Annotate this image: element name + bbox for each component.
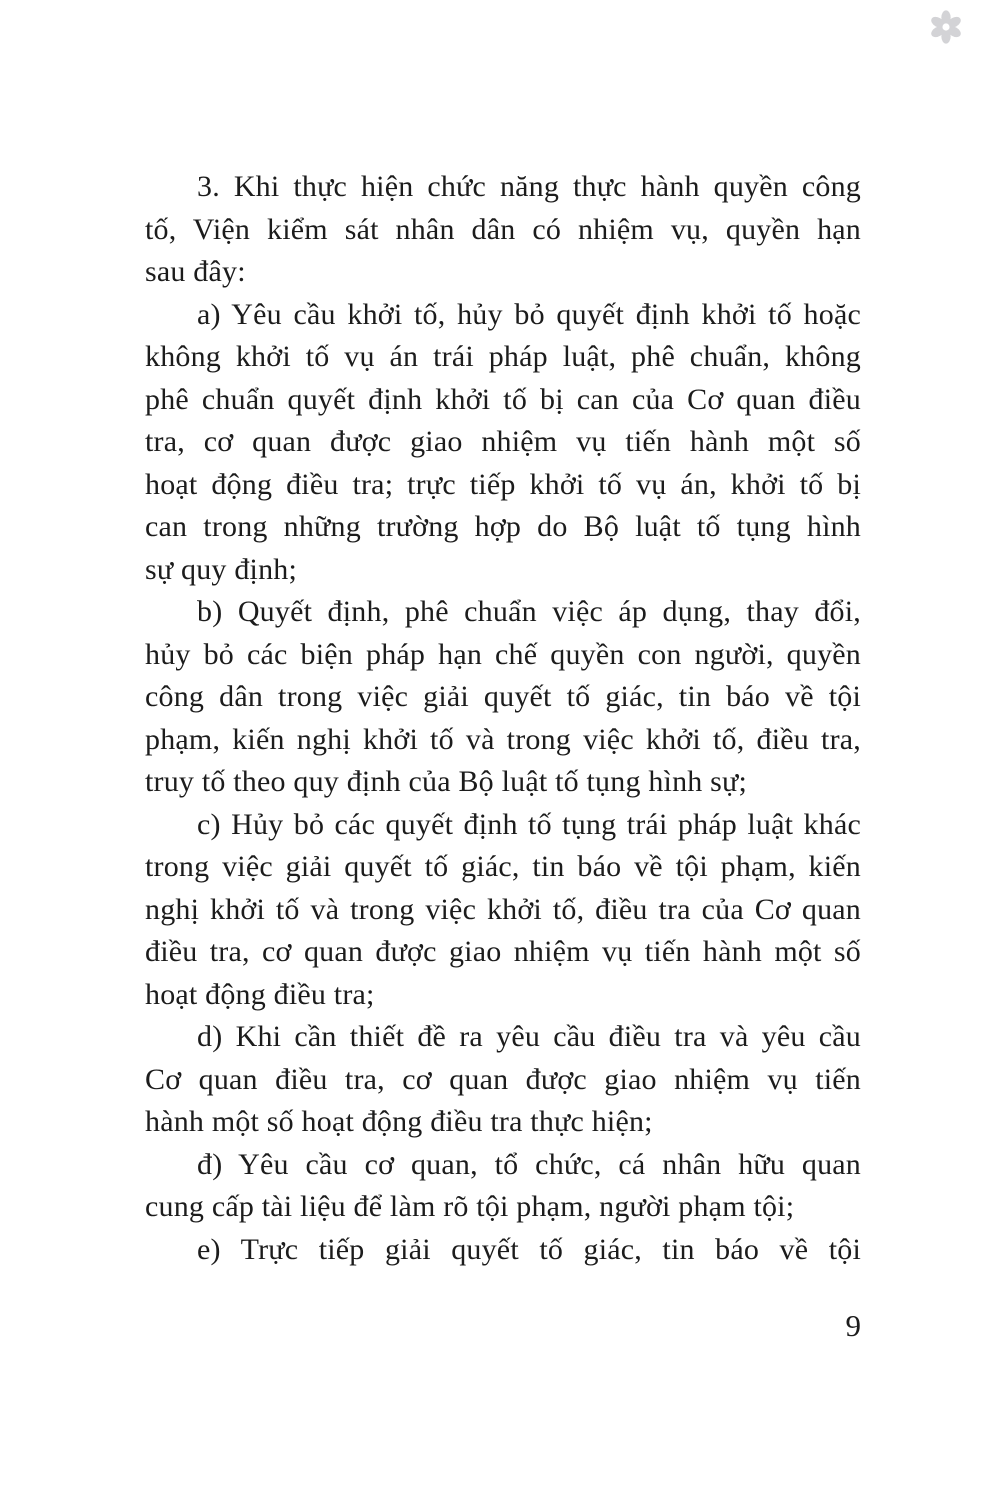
text-line: tra, cơ quan được giao nhiệm vụ tiến hành một số xyxy=(145,425,861,458)
text-line: sự quy định; xyxy=(145,552,298,586)
paragraph-item-dd xyxy=(145,1144,861,1229)
text-line: nghị khởi tố và trong việc khởi tố, điều tra của Cơ quan xyxy=(145,892,861,926)
text-line: sau đây: xyxy=(145,255,246,288)
text-line: phạm, kiến nghị khởi tố và trong việc khởi tố, điều tra, xyxy=(145,722,861,756)
paragraph-item-e xyxy=(145,1229,861,1272)
text-line: không khởi tố vụ án trái pháp luật, phê chuẩn, không xyxy=(145,340,861,373)
text-line: điều tra, cơ quan được giao nhiệm vụ tiến hành một số xyxy=(145,935,861,968)
body-text xyxy=(145,166,861,1271)
text-line: truy tố theo quy định của Bộ luật tố tụng hình sự; xyxy=(145,765,748,798)
text-line: a) Yêu cầu khởi tố, hủy bỏ quyết định khởi tố hoặc xyxy=(197,297,861,331)
text-line: tố, Viện kiểm sát nhân dân có nhiệm vụ, quyền hạn xyxy=(145,212,861,246)
text-line: 3. Khi thực hiện chức năng thực hành quyền công xyxy=(197,170,861,203)
paragraph-item-b xyxy=(145,591,861,804)
text-line: e) Trực tiếp giải quyết tố giác, tin báo về tội xyxy=(197,1232,861,1266)
page-number: 9 xyxy=(845,1308,861,1343)
text-line: hủy bỏ các biện pháp hạn chế quyền con người, quyền xyxy=(145,637,861,671)
text-line: phê chuẩn quyết định khởi tố bị can của Cơ quan điều xyxy=(145,382,861,416)
text-line: công dân trong việc giải quyết tố giác, tin báo về tội xyxy=(145,680,861,713)
text-line: cung cấp tài liệu để làm rõ tội phạm, người phạm tội; xyxy=(145,1190,795,1223)
paragraph-item-c xyxy=(145,804,861,1017)
text-line: hoạt động điều tra; xyxy=(145,977,375,1011)
text-line: c) Hủy bỏ các quyết định tố tụng trái pháp luật khác xyxy=(197,807,861,841)
paragraph-intro xyxy=(145,166,861,294)
text-line: b) Quyết định, phê chuẩn việc áp dụng, thay đổi, xyxy=(197,595,861,628)
paragraph-item-d xyxy=(145,1016,861,1144)
text-line: hoạt động điều tra; trực tiếp khởi tố vụ án, khởi tố bị xyxy=(145,467,861,501)
text-line: hành một số hoạt động điều tra thực hiện; xyxy=(145,1105,653,1138)
flower-ornament-icon xyxy=(929,10,963,44)
text-line: trong việc giải quyết tố giác, tin báo về tội phạm, kiến xyxy=(145,850,861,883)
text-line: đ) Yêu cầu cơ quan, tổ chức, cá nhân hữu quan xyxy=(197,1147,861,1181)
text-line: Cơ quan điều tra, cơ quan được giao nhiệm vụ tiến xyxy=(145,1062,861,1096)
paragraph-item-a xyxy=(145,294,861,592)
text-line: d) Khi cần thiết đề ra yêu cầu điều tra và yêu cầu xyxy=(197,1020,861,1053)
text-line: can trong những trường hợp do Bộ luật tố tụng hình xyxy=(145,510,861,543)
